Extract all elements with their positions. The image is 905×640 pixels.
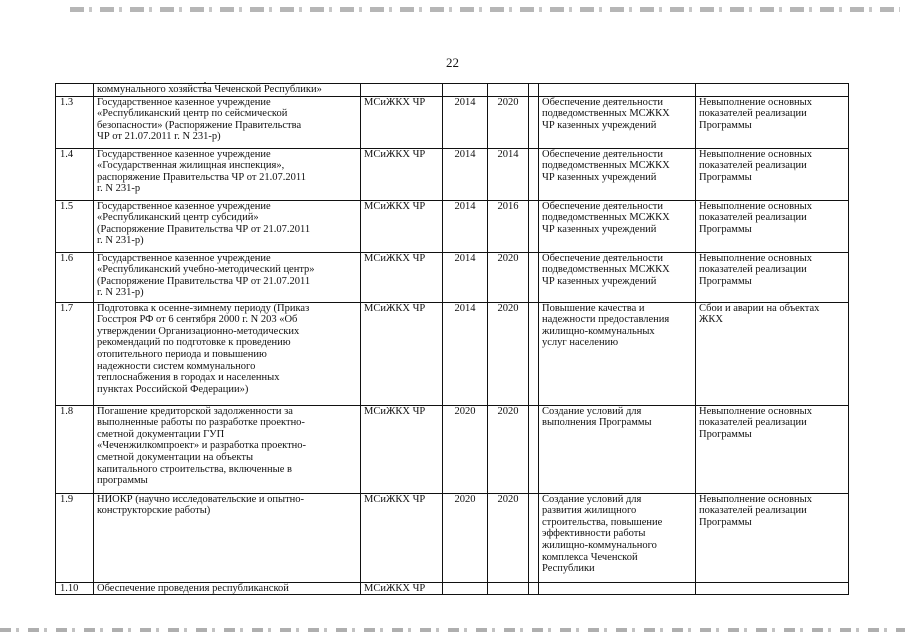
table-row (56, 582, 849, 595)
measure-name-cell (94, 493, 361, 582)
executor: МСиЖКХ ЧР (364, 302, 426, 314)
row-number-cell (56, 582, 94, 595)
scan-artifact-bottom (0, 628, 905, 632)
end-year-cell (488, 84, 529, 97)
row-number: 1.8 (60, 405, 74, 417)
executor-cell (361, 405, 443, 493)
table-row (56, 302, 849, 405)
row-number-cell (56, 405, 94, 493)
table-row (56, 96, 849, 148)
empty-cell-cell (529, 84, 539, 97)
start-year-cell (443, 493, 488, 582)
expected-result-cell (539, 582, 696, 595)
expected-result: Обеспечение деятельности подведомственных МСЖКХ ЧР казенных учреждений (542, 200, 670, 235)
table-row (56, 200, 849, 252)
risk-consequence: Невыполнение основных показателей реализации Программы (699, 148, 812, 183)
page-number: 22 (446, 55, 459, 70)
table-row (56, 84, 849, 97)
start-year-cell (443, 252, 488, 302)
program-measures-table (55, 83, 849, 595)
empty-cell-cell (529, 96, 539, 148)
row-number: 1.3 (60, 96, 74, 108)
end-year-cell (488, 302, 529, 405)
expected-result-cell (539, 252, 696, 302)
measure-name-cell (94, 200, 361, 252)
table-row (56, 405, 849, 493)
row-number: 1.5 (60, 200, 74, 212)
row-number-cell (56, 493, 94, 582)
empty-cell-cell (529, 200, 539, 252)
end-year: 2014 (497, 148, 519, 160)
risk-consequence: Невыполнение основных показателей реализации Программы (699, 200, 812, 235)
table-row (56, 493, 849, 582)
expected-result-cell (539, 493, 696, 582)
end-year: 2020 (497, 96, 519, 108)
measure-name-cell (94, 405, 361, 493)
risk-consequence: Невыполнение основных показателей реализации Программы (699, 252, 812, 287)
row-number-cell (56, 302, 94, 405)
measure-name: Государственное казенное учреждение «Республиканский центр по сейсмической безопасности» (Распоряжение Правительства ЧР от 21.07.2011 г. N 231-р) (97, 96, 302, 143)
end-year-cell (488, 96, 529, 148)
start-year: 2014 (454, 200, 476, 212)
table-body (56, 84, 849, 595)
risk-consequence-cell (696, 96, 849, 148)
start-year: 2014 (454, 148, 476, 160)
row-number: 1.7 (60, 302, 74, 314)
executor: МСиЖКХ ЧР (364, 148, 426, 160)
measure-name: Погашение кредиторской задолженности за выполненные работы по разработке проектно- сметной документации ГУП «Чеченжилкомпроект» и разработка проектно- сметной документации на объекты капитального строительства, включенные в программы (97, 405, 307, 487)
start-year-cell (443, 582, 488, 595)
row-number-cell (56, 252, 94, 302)
start-year: 2020 (454, 405, 476, 417)
start-year: 2014 (454, 252, 476, 264)
expected-result-cell (539, 302, 696, 405)
executor: МСиЖКХ ЧР (364, 96, 426, 108)
executor: МСиЖКХ ЧР (364, 582, 426, 594)
start-year: 2014 (454, 302, 476, 314)
expected-result-cell (539, 148, 696, 200)
expected-result-cell (539, 200, 696, 252)
row-number: 1.6 (60, 252, 74, 264)
row-number-cell (56, 148, 94, 200)
end-year: 2020 (497, 405, 519, 417)
start-year-cell (443, 302, 488, 405)
executor-cell (361, 200, 443, 252)
scan-artifact-top (70, 7, 900, 12)
row-number-cell (56, 84, 94, 97)
measure-name: Государственное казенное учреждение «Республиканский центр субсидий» (Распоряжение Правительства ЧР от 21.07.2011 г. N 231-р) (97, 200, 311, 247)
executor-cell (361, 96, 443, 148)
start-year-cell (443, 200, 488, 252)
end-year: 2020 (497, 493, 519, 505)
end-year: 2016 (497, 200, 519, 212)
measure-name: Государственное казенное учреждение «Государственная жилищная инспекция», распоряжение Правительства ЧР от 21.07.2011 г. N 231-р (97, 148, 306, 195)
start-year-cell (443, 148, 488, 200)
risk-consequence-cell (696, 582, 849, 595)
expected-result: Создание условий для развития жилищного строительства, повышение эффективности работы жилищно-коммунального комплекса Чеченской Республики (542, 493, 663, 575)
risk-consequence: Невыполнение основных показателей реализации Программы (699, 96, 812, 131)
empty-cell-cell (529, 582, 539, 595)
executor: МСиЖКХ ЧР (364, 493, 426, 505)
row-number: 1.9 (60, 493, 74, 505)
executor: МСиЖКХ ЧР (364, 252, 426, 264)
end-year-cell (488, 405, 529, 493)
row-number: 1.4 (60, 148, 74, 160)
measure-name: Обеспечение проведения республиканской (97, 582, 289, 594)
start-year: 2014 (454, 96, 476, 108)
table-row (56, 252, 849, 302)
risk-consequence-cell (696, 84, 849, 97)
executor-cell (361, 302, 443, 405)
start-year-cell (443, 405, 488, 493)
measure-name: Государственное казенное учреждение «Республиканский учебно-методический центр» (Распоряжение Правительства ЧР от 21.07.2011 г. N 231-р) (97, 252, 315, 299)
end-year-cell (488, 493, 529, 582)
measure-name-cell (94, 84, 361, 97)
table-row (56, 148, 849, 200)
executor-cell (361, 493, 443, 582)
executor-cell (361, 252, 443, 302)
end-year: 2020 (497, 252, 519, 264)
measure-name-cell (94, 582, 361, 595)
risk-consequence-cell (696, 493, 849, 582)
end-year-cell (488, 252, 529, 302)
row-number-cell (56, 200, 94, 252)
executor: МСиЖКХ ЧР (364, 405, 426, 417)
measure-name-cell (94, 302, 361, 405)
executor-cell (361, 84, 443, 97)
measure-name: коммунального хозяйства Чеченской Республики» (97, 84, 322, 95)
start-year-cell (443, 84, 488, 97)
measure-name-cell (94, 96, 361, 148)
end-year-cell (488, 148, 529, 200)
empty-cell-cell (529, 302, 539, 405)
end-year-cell (488, 582, 529, 595)
start-year: 2020 (454, 493, 476, 505)
risk-consequence: Невыполнение основных показателей реализации Программы (699, 493, 812, 528)
row-number: 1.10 (60, 582, 79, 594)
empty-cell-cell (529, 405, 539, 493)
measure-name: Подготовка к осенне-зимнему периоду (Приказ Госстроя РФ от 6 сентября 2000 г. N 203 «Об утверждении Организационно-методических рекомендаций по подготовке к проведению отопительного периода и повышению надежности систем коммунального теплоснабжения в городах и населенных пунктах Российской Федерации») (97, 302, 310, 395)
executor: МСиЖКХ ЧР (364, 200, 426, 212)
risk-consequence-cell (696, 148, 849, 200)
row-number-cell (56, 96, 94, 148)
executor-cell (361, 148, 443, 200)
risk-consequence: Невыполнение основных показателей реализации Программы (699, 405, 812, 440)
empty-cell-cell (529, 493, 539, 582)
empty-cell-cell (529, 148, 539, 200)
end-year-cell (488, 200, 529, 252)
risk-consequence: Сбои и аварии на объектах ЖКХ (699, 302, 820, 326)
end-year: 2020 (497, 302, 519, 314)
executor-cell (361, 582, 443, 595)
start-year-cell (443, 96, 488, 148)
expected-result: Обеспечение деятельности подведомственных МСЖКХ ЧР казенных учреждений (542, 148, 670, 183)
expected-result: Обеспечение деятельности подведомственных МСЖКХ ЧР казенных учреждений (542, 96, 670, 131)
measure-name-cell (94, 148, 361, 200)
risk-consequence-cell (696, 405, 849, 493)
expected-result-cell (539, 405, 696, 493)
expected-result-cell (539, 96, 696, 148)
risk-consequence-cell (696, 200, 849, 252)
measure-name-cell (94, 252, 361, 302)
expected-result: Повышение качества и надежности предоставления жилищно-коммунальных услуг населению (542, 302, 670, 349)
measure-name: НИОКР (научно исследовательские и опытно- конструкторские работы) (97, 493, 305, 517)
empty-cell-cell (529, 252, 539, 302)
risk-consequence-cell (696, 252, 849, 302)
expected-result-cell (539, 84, 696, 97)
risk-consequence-cell (696, 302, 849, 405)
expected-result: Создание условий для выполнения Программы (542, 405, 652, 429)
expected-result: Обеспечение деятельности подведомственных МСЖКХ ЧР казенных учреждений (542, 252, 670, 287)
